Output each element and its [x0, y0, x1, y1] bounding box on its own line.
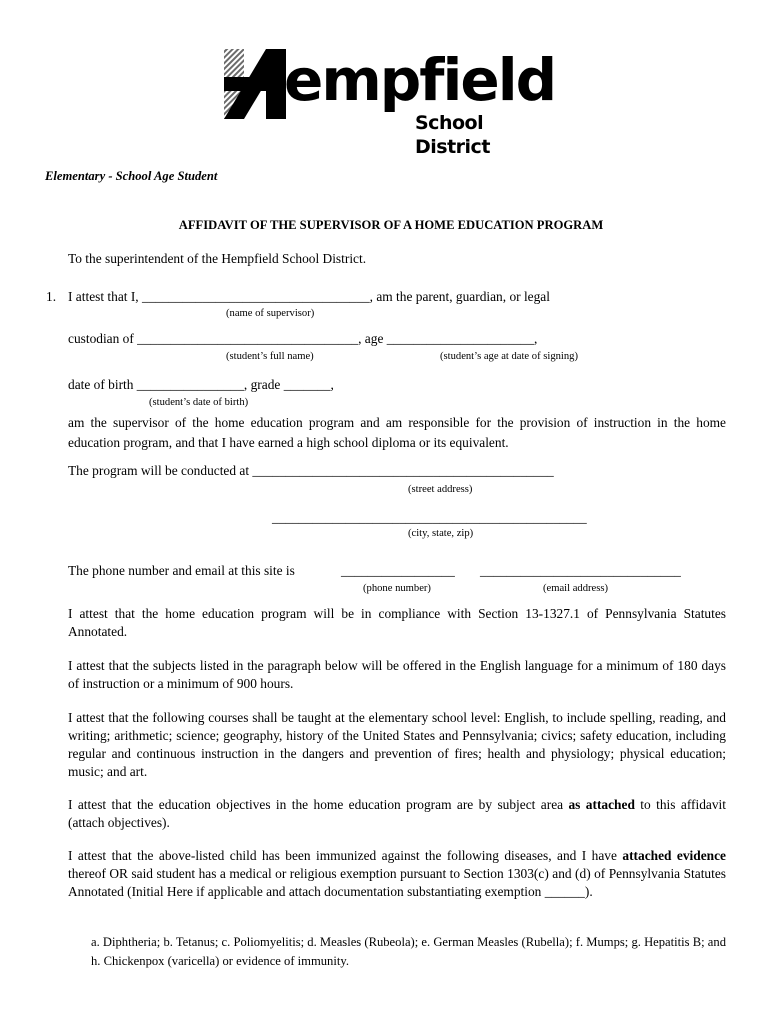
caption-student-name: (student’s full name) [226, 351, 314, 362]
document-category: Elementary - School Age Student [45, 169, 218, 183]
compliance-paragraph: I attest that the home education program will be in compliance with Section 13-1327.1 of Pennsylvania Statutes Annotated. [68, 606, 726, 639]
hempfield-h-mark-icon [222, 47, 292, 121]
caption-supervisor: (name of supervisor) [226, 308, 315, 319]
english-language-paragraph: I attest that the subjects listed in the paragraph below will be offered in the English language for a minimum of 180 days of instruction or a minimum of 900 hours. [68, 658, 726, 691]
document-title: AFFIDAVIT OF THE SUPERVISOR OF A HOME EDUCATION PROGRAM [178, 218, 604, 232]
phone-email-label: The phone number and email at this site is [68, 563, 295, 578]
dob-grade-line: date of birth ________________, grade _______, [68, 377, 334, 392]
as-attached-emphasis: as attached [568, 797, 635, 812]
caption-dob: (student’s date of birth) [149, 397, 249, 408]
attached-evidence-emphasis: attached evidence [622, 848, 727, 863]
logo-subtitle: School District [415, 112, 490, 158]
city-state-zip-line: _______________________________________________ [272, 510, 587, 525]
immunization-paragraph: I attest that the above-listed child has been immunized against the following diseases, and I have attached evidence thereof OR said student has a medical or religious exemption pursuant to Section 1303(c) and (d) of Pennsylvania Statutes Annotated (Initial Here if applicable and attach documentation substantiating exemption ______). [68, 848, 727, 899]
phone-number-blank: _________________ [341, 563, 455, 578]
courses-paragraph: I attest that the following courses shall be taught at the elementary school level: English, to include spelling, reading, and writing; arithmetic; science; geography, history of the United States and Pennsylvania; civics; safety education, including regular and continuous instruction in the dangers and prevention of fires; health and physiology; physical education; music; and art. [68, 710, 726, 779]
logo-wordmark: empfield [284, 46, 556, 114]
caption-phone-number: (phone number) [363, 583, 431, 594]
diseases-list: a. Diphtheria; b. Tetanus; c. Poliomyelitis; d. Measles (Rubeola); e. German Measles (Rubella); f. Mumps; g. Hepatitis B; and h. Chickenpox (varicella) or evidence of immunity. [91, 935, 726, 968]
caption-city-state-zip: (city, state, zip) [408, 528, 474, 539]
student-name-line: custodian of _________________________________, age ______________________, [68, 331, 538, 346]
objectives-paragraph: I attest that the education objectives in the home education program are by subject area as attached to this affidavit (attach objectives). [68, 797, 726, 830]
caption-street-address: (street address) [408, 484, 473, 495]
program-location-line: The program will be conducted at _____________________________________________ [68, 463, 554, 478]
supervisor-paragraph: am the supervisor of the home education program and am responsible for the provision of instruction in the home education program, and that I have earned a high school diploma or its equivalent. [68, 415, 726, 450]
greeting: To the superintendent of the Hempfield School District. [68, 251, 367, 266]
supervisor-name-line: I attest that I, __________________________________, am the parent, guardian, or legal [68, 289, 550, 304]
email-address-blank: ______________________________ [480, 563, 681, 578]
hempfield-logo [222, 45, 556, 158]
item-number: 1. [46, 289, 57, 304]
caption-student-age: (student’s age at date of signing) [440, 351, 578, 362]
caption-email-address: (email address) [543, 583, 609, 594]
